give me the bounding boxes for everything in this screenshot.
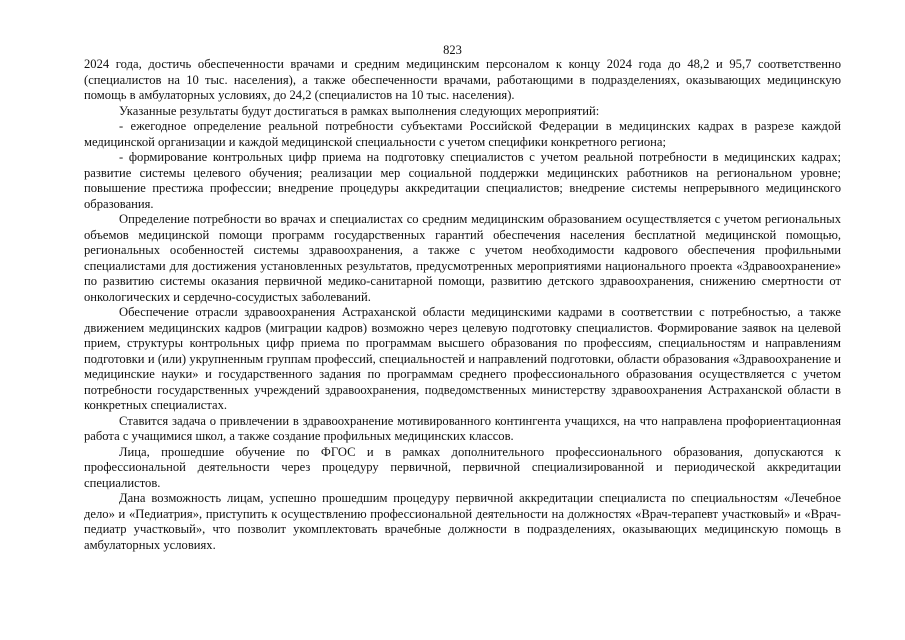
paragraph: Обеспечение отрасли здравоохранения Астраханской области медицинскими кадрами в соответствии с потребностью, а также движением медицинских кадров (миграции кадров) возможно через целевую подготовку специалистов. Формирование заявок на целевой прием, структуры контрольных цифр приема по программам высшего образования по профессиям, специальностям и направлениям подготовки и (или) укрупненным группам профессий, специальностей и направлений подготовки, области образования «Здравоохранение и медицинские науки» и государственного задания по программам среднего профессионального образования осуществляется с учетом потребности государственных учреждений здравоохранения, подведомственных министерству здравоохранения Астраханской области в конкретных специалистах. (84, 305, 841, 412)
paragraph: Дана возможность лицам, успешно прошедшим процедуру первичной аккредитации специалиста по специальностям «Лечебное дело» и «Педиатрия», приступить к осуществлению профессиональной деятельности на должностях «Врач-терапевт участковый» и «Врач-педиатр участковый», что позволит укомплектовать врачебные должности в подразделениях, оказывающих медицинскую помощь в амбулаторных условиях. (84, 491, 841, 552)
document-body (84, 57, 841, 553)
list-item: - ежегодное определение реальной потребности субъектами Российской Федерации в медицинских кадрах в разрезе каждой медицинской организации и каждой медицинской специальности с учетом специфики конкретного региона; (84, 119, 841, 149)
paragraph-intro: Указанные результаты будут достигаться в рамках выполнения следующих мероприятий: (119, 103, 600, 118)
paragraph: Определение потребности во врачах и специалистах со средним медицинским образованием осуществляется с учетом региональных объемов медицинской помощи программ государственных гарантий обеспечения населения бесплатной медицинской помощью, региональных особенностей системы здравоохранения, а также с учетом необходимости кадрового обеспечения профильными специалистами для достижения установленных результатов, предусмотренных мероприятиями национального проекта «Здравоохранение» по развитию системы оказания первичной медико-санитарной помощи, развитию детского здравоохранения, снижению смертности от онкологических и сердечно-сосудистых заболеваний. (84, 212, 841, 304)
list-item: - формирование контрольных цифр приема на подготовку специалистов с учетом реальной потребности в медицинских кадрах; развитие системы целевого обучения; реализации мер социальной поддержки медицинских работников на региональном уровне; повышение престижа профессии; внедрение процедуры аккредитации специалистов; внедрение системы непрерывного медицинского образования. (84, 150, 841, 211)
paragraph: Лица, прошедшие обучение по ФГОС и в рамках дополнительного профессионального образования, допускаются к профессиональной деятельности через процедуру первичной, первичной специализированной и периодической аккредитации специалистов. (84, 444, 841, 490)
paragraph: Ставится задача о привлечении в здравоохранение мотивированного контингента учащихся, на что направлена профориентационная работа с учащимися школ, а также создание профильных медицинских классов. (84, 413, 841, 443)
paragraph-continuation: 2024 года, достичь обеспеченности врачами и средним медицинским персоналом к концу 2024 года до 48,2 и 95,7 соответственно (специалистов на 10 тыс. населения), а также обеспеченности врачами, работающими в подразделениях, оказывающих медицинскую помощь в амбулаторных условиях, до 24,2 (специалистов на 10 тыс. населения). (84, 57, 841, 102)
page-number: 823 (443, 43, 462, 57)
